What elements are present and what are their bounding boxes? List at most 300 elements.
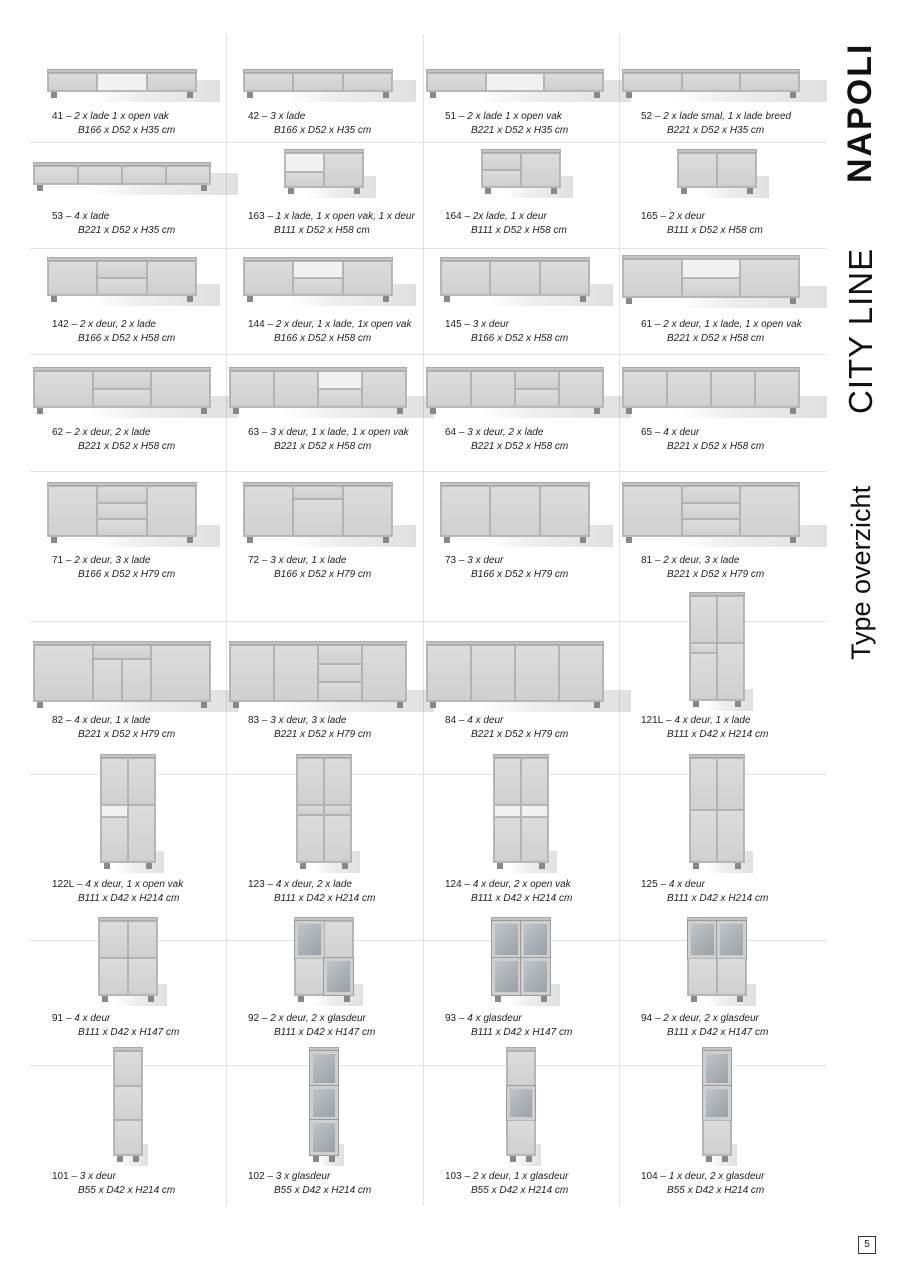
furniture-panel [690, 643, 717, 653]
product-dimensions: B221 x D52 x H58 cm [471, 441, 569, 452]
furniture-illustration [47, 485, 197, 537]
product-code: 122L [52, 879, 75, 890]
product-label [641, 1170, 831, 1198]
furniture-illustration [622, 258, 800, 298]
furniture-leg [693, 701, 699, 707]
furniture-panel [297, 805, 324, 815]
open-compartment [101, 805, 128, 817]
furniture-leg [298, 996, 304, 1002]
furniture-panel [682, 486, 741, 503]
furniture-panel [755, 371, 799, 407]
product-cell-83 [226, 621, 422, 774]
open-compartment [494, 805, 521, 817]
product-label [445, 1170, 635, 1198]
furniture-leg [313, 1156, 319, 1162]
product-code: 121L [641, 715, 664, 726]
furniture-leg [383, 296, 389, 302]
product-dimensions: B221 x D52 x H58 cm [78, 441, 176, 452]
product-dimensions: B166 x D52 x H58 cm [78, 333, 176, 344]
furniture-panel [482, 170, 521, 187]
furniture-panel [740, 73, 799, 91]
glass-door [703, 1086, 731, 1121]
product-cell-71 [30, 471, 226, 621]
product-label [641, 554, 831, 582]
product-label [248, 210, 438, 238]
furniture-leg [594, 92, 600, 98]
furniture-panel [362, 371, 406, 407]
product-cell-65 [619, 354, 815, 471]
glass-door [295, 921, 324, 958]
furniture-leg [148, 996, 154, 1002]
product-label [52, 426, 242, 454]
product-label [445, 210, 635, 238]
furniture-panel [324, 805, 351, 815]
furniture-illustration [309, 1050, 339, 1156]
furniture-illustration [113, 1050, 143, 1156]
product-code: 41 [52, 111, 64, 122]
furniture-panel [559, 645, 603, 701]
furniture-panel [623, 486, 682, 536]
furniture-panel [122, 659, 151, 701]
product-cell-72 [226, 471, 422, 621]
furniture-panel [244, 73, 293, 91]
product-description: 3 x lade [270, 111, 306, 122]
product-label [52, 318, 242, 346]
furniture-leg [495, 996, 501, 1002]
furniture-panel [34, 645, 93, 701]
furniture-panel [297, 758, 324, 805]
product-label [445, 1012, 635, 1040]
code-separator: – [68, 319, 80, 330]
product-description: 3 x deur [472, 319, 509, 330]
furniture-panel [48, 261, 97, 295]
product-code: 93 [445, 1013, 457, 1024]
product-code: 145 [445, 319, 462, 330]
furniture-panel [34, 371, 93, 407]
product-code: 101 [52, 1171, 69, 1182]
furniture-leg [444, 537, 450, 543]
furniture-panel [230, 371, 274, 407]
brand-title: NAPOLI [841, 42, 879, 183]
furniture-illustration [47, 72, 197, 92]
furniture-illustration [47, 260, 197, 296]
glass-door [521, 921, 550, 958]
code-separator: – [456, 427, 468, 438]
open-compartment [97, 73, 146, 91]
furniture-panel [667, 371, 711, 407]
furniture-leg [790, 298, 796, 304]
code-separator: – [63, 111, 75, 122]
glass-door [310, 1086, 338, 1121]
furniture-panel [230, 645, 274, 701]
code-separator: – [264, 211, 276, 222]
product-code: 164 [445, 211, 462, 222]
furniture-leg [187, 537, 193, 543]
furniture-leg [383, 537, 389, 543]
product-dimensions: B221 x D52 x H79 cm [274, 729, 372, 740]
code-separator: – [657, 1171, 669, 1182]
code-separator: – [652, 555, 664, 566]
product-code: 42 [248, 111, 260, 122]
furniture-panel [711, 371, 755, 407]
code-separator: – [259, 1013, 271, 1024]
furniture-panel [682, 503, 741, 520]
product-label [445, 714, 635, 742]
product-label [641, 318, 831, 346]
furniture-panel [717, 958, 746, 995]
product-dimensions: B221 x D52 x H58 cm [667, 333, 765, 344]
overview-title: Type overzicht [846, 485, 876, 660]
furniture-panel [690, 810, 717, 862]
furniture-panel [78, 166, 122, 184]
code-separator: – [63, 555, 75, 566]
product-label [52, 878, 242, 906]
furniture-panel [540, 261, 589, 295]
product-cell-61 [619, 248, 815, 354]
product-cell-164 [423, 142, 619, 248]
product-code: 124 [445, 879, 462, 890]
furniture-panel [274, 645, 318, 701]
furniture-leg [430, 92, 436, 98]
furniture-panel [682, 278, 741, 297]
furniture-panel [740, 486, 799, 536]
furniture-illustration [296, 757, 352, 863]
product-label [641, 110, 831, 138]
furniture-leg [430, 408, 436, 414]
product-dimensions: B55 x D42 x H214 cm [78, 1185, 176, 1196]
furniture-leg [693, 863, 699, 869]
product-cell-51 [423, 30, 619, 142]
product-cell-125 [619, 774, 815, 940]
product-label [445, 426, 635, 454]
code-separator: – [461, 1171, 473, 1182]
product-code: 63 [248, 427, 260, 438]
furniture-leg [117, 1156, 123, 1162]
product-label [248, 1012, 438, 1040]
product-description: 2 x deur, 2 x lade [74, 427, 151, 438]
furniture-leg [51, 296, 57, 302]
furniture-panel [521, 758, 548, 805]
product-dimensions: B111 x D42 x H214 cm [78, 893, 180, 904]
furniture-illustration [98, 920, 158, 996]
product-cell-101 [30, 1065, 226, 1240]
furniture-leg [344, 996, 350, 1002]
product-description: 2 x deur, 2 x glasdeur [270, 1013, 366, 1024]
furniture-panel [293, 73, 342, 91]
glass-door [324, 958, 353, 995]
product-dimensions: B55 x D42 x H214 cm [274, 1185, 372, 1196]
product-description: 4 x deur, 2 x open vak [472, 879, 571, 890]
furniture-illustration [689, 595, 745, 701]
product-description: 3 x deur, 2 x lade [467, 427, 544, 438]
product-code: 61 [641, 319, 653, 330]
furniture-illustration [702, 1050, 732, 1156]
product-cell-63 [226, 354, 422, 471]
product-cell-102 [226, 1065, 422, 1240]
code-separator: – [652, 111, 664, 122]
furniture-panel [128, 958, 157, 995]
product-code: 125 [641, 879, 658, 890]
furniture-panel [324, 758, 351, 805]
furniture-panel [427, 645, 471, 701]
furniture-panel [441, 486, 490, 536]
furniture-leg [722, 1156, 728, 1162]
furniture-leg [497, 863, 503, 869]
product-description: 4 x deur, 1 x lade [74, 715, 151, 726]
code-separator: – [264, 319, 276, 330]
furniture-leg [146, 863, 152, 869]
furniture-leg [790, 408, 796, 414]
code-separator: – [259, 111, 271, 122]
furniture-leg [187, 92, 193, 98]
product-code: 144 [248, 319, 265, 330]
furniture-panel [293, 278, 342, 295]
furniture-panel [99, 921, 128, 958]
furniture-leg [329, 1156, 335, 1162]
furniture-illustration [440, 260, 590, 296]
furniture-panel [343, 486, 392, 536]
product-description: 2 x lade 1 x open vak [467, 111, 562, 122]
product-code: 165 [641, 211, 658, 222]
furniture-leg [201, 408, 207, 414]
page-number: 5 [858, 1236, 876, 1254]
code-separator: – [74, 879, 86, 890]
furniture-leg [626, 537, 632, 543]
furniture-panel [717, 596, 744, 643]
product-description: 4 x deur, 2 x lade [275, 879, 352, 890]
furniture-leg [397, 702, 403, 708]
code-separator: – [259, 555, 271, 566]
product-label [248, 426, 438, 454]
furniture-panel [97, 503, 146, 520]
furniture-leg [594, 408, 600, 414]
product-description: 2x lade, 1 x deur [472, 211, 547, 222]
furniture-illustration [243, 72, 393, 92]
product-label [445, 878, 635, 906]
furniture-leg [51, 92, 57, 98]
furniture-panel [93, 645, 152, 659]
furniture-panel [318, 664, 362, 683]
furniture-illustration [294, 920, 354, 996]
furniture-leg [580, 296, 586, 302]
furniture-panel [147, 73, 196, 91]
code-separator: – [63, 211, 75, 222]
furniture-panel [717, 810, 744, 862]
product-dimensions: B111 x D52 x H58 cm [274, 225, 370, 236]
product-code: 103 [445, 1171, 462, 1182]
product-code: 91 [52, 1013, 64, 1024]
furniture-panel [324, 153, 363, 187]
furniture-leg [541, 996, 547, 1002]
product-description: 3 x glasdeur [275, 1171, 331, 1182]
furniture-panel [293, 486, 342, 499]
furniture-panel [717, 153, 756, 187]
furniture-leg [233, 408, 239, 414]
furniture-panel [362, 645, 406, 701]
furniture-illustration [284, 152, 364, 188]
furniture-panel [244, 261, 293, 295]
furniture-illustration [33, 644, 211, 702]
product-code: 71 [52, 555, 64, 566]
furniture-panel [101, 758, 128, 805]
furniture-illustration [426, 72, 604, 92]
furniture-panel [540, 486, 589, 536]
code-separator: – [456, 555, 468, 566]
product-dimensions: B221 x D52 x H35 cm [471, 125, 569, 136]
furniture-panel [690, 596, 717, 643]
product-description: 2 x deur, 3 x lade [74, 555, 151, 566]
furniture-leg [626, 92, 632, 98]
furniture-leg [288, 188, 294, 194]
code-separator: – [652, 319, 664, 330]
furniture-panel [521, 817, 548, 862]
product-cell-82 [30, 621, 226, 774]
furniture-illustration [481, 152, 561, 188]
furniture-leg [539, 863, 545, 869]
furniture-leg [691, 996, 697, 1002]
furniture-leg [485, 188, 491, 194]
product-cell-121L [619, 621, 815, 774]
furniture-illustration [677, 152, 757, 188]
furniture-panel [682, 73, 741, 91]
product-code: 123 [248, 879, 265, 890]
product-code: 84 [445, 715, 457, 726]
furniture-panel [515, 389, 559, 407]
product-code: 83 [248, 715, 260, 726]
furniture-leg [247, 92, 253, 98]
furniture-leg [247, 296, 253, 302]
furniture-panel [99, 958, 128, 995]
furniture-leg [626, 408, 632, 414]
product-description: 2 x deur, 2 x lade [79, 319, 156, 330]
furniture-panel [97, 261, 146, 278]
furniture-panel [690, 758, 717, 810]
furniture-panel [703, 1120, 731, 1155]
product-dimensions: B221 x D52 x H79 cm [667, 569, 765, 580]
product-description: 2 x lade 1 x open vak [74, 111, 169, 122]
product-dimensions: B221 x D52 x H35 cm [667, 125, 765, 136]
product-label [641, 210, 831, 238]
furniture-panel [128, 758, 155, 805]
product-dimensions: B166 x D52 x H79 cm [471, 569, 569, 580]
product-label [248, 554, 438, 582]
furniture-panel [521, 153, 560, 187]
product-dimensions: B55 x D42 x H214 cm [667, 1185, 765, 1196]
code-separator: – [657, 211, 669, 222]
furniture-leg [580, 537, 586, 543]
product-dimensions: B221 x D52 x H79 cm [471, 729, 569, 740]
furniture-leg [444, 296, 450, 302]
furniture-leg [510, 1156, 516, 1162]
furniture-leg [747, 188, 753, 194]
furniture-panel [93, 389, 152, 407]
furniture-panel [678, 153, 717, 187]
glass-door [703, 1051, 731, 1086]
glass-door [310, 1051, 338, 1086]
furniture-panel [343, 261, 392, 295]
product-label [248, 878, 438, 906]
product-cell-104 [619, 1065, 815, 1240]
product-description: 4 x deur, 1 x open vak [85, 879, 184, 890]
product-label [445, 110, 635, 138]
furniture-panel [34, 166, 78, 184]
furniture-leg [300, 863, 306, 869]
furniture-illustration [689, 757, 745, 863]
product-label [445, 318, 635, 346]
product-label [52, 110, 242, 138]
product-label [641, 878, 831, 906]
product-label [445, 554, 635, 582]
furniture-leg [594, 702, 600, 708]
product-dimensions: B166 x D52 x H58 cm [471, 333, 569, 344]
furniture-illustration [506, 1050, 536, 1156]
product-cell-42 [226, 30, 422, 142]
furniture-leg [233, 702, 239, 708]
product-code: 163 [248, 211, 265, 222]
glass-door [507, 1086, 535, 1121]
product-dimensions: B166 x D52 x H79 cm [274, 569, 372, 580]
furniture-panel [147, 261, 196, 295]
product-code: 72 [248, 555, 260, 566]
product-label [248, 714, 438, 742]
code-separator: – [461, 879, 473, 890]
code-separator: – [652, 1013, 664, 1024]
furniture-leg [201, 185, 207, 191]
glass-door [310, 1120, 338, 1155]
product-dimensions: B111 x D42 x H214 cm [667, 729, 769, 740]
furniture-panel [688, 958, 717, 995]
furniture-illustration [243, 485, 393, 537]
product-code: 52 [641, 111, 653, 122]
furniture-leg [626, 298, 632, 304]
furniture-leg [551, 188, 557, 194]
furniture-panel [295, 958, 324, 995]
furniture-illustration [622, 370, 800, 408]
product-dimensions: B111 x D52 x H58 cm [667, 225, 763, 236]
furniture-illustration [229, 370, 407, 408]
product-description: 4 x deur [663, 427, 700, 438]
product-code: 104 [641, 1171, 658, 1182]
product-dimensions: B111 x D52 x H58 cm [471, 225, 567, 236]
product-cell-73 [423, 471, 619, 621]
furniture-illustration [491, 920, 551, 996]
product-dimensions: B111 x D42 x H214 cm [667, 893, 769, 904]
product-code: 62 [52, 427, 64, 438]
furniture-leg [354, 188, 360, 194]
code-separator: – [663, 715, 675, 726]
product-code: 53 [52, 211, 64, 222]
code-separator: – [461, 211, 473, 222]
product-code: 92 [248, 1013, 260, 1024]
furniture-leg [397, 408, 403, 414]
product-code: 102 [248, 1171, 265, 1182]
furniture-leg [681, 188, 687, 194]
furniture-leg [735, 701, 741, 707]
product-cell-123 [226, 774, 422, 940]
product-dimensions: B111 x D42 x H214 cm [274, 893, 376, 904]
furniture-illustration [622, 72, 800, 92]
product-dimensions: B221 x D52 x H58 cm [274, 441, 372, 452]
furniture-panel [166, 166, 210, 184]
product-code: 142 [52, 319, 69, 330]
furniture-panel [93, 371, 152, 389]
glass-door [492, 958, 521, 995]
product-label [52, 210, 242, 238]
furniture-panel [717, 643, 744, 700]
furniture-illustration [493, 757, 549, 863]
furniture-panel [274, 371, 318, 407]
product-dimensions: B166 x D52 x H58 cm [274, 333, 372, 344]
